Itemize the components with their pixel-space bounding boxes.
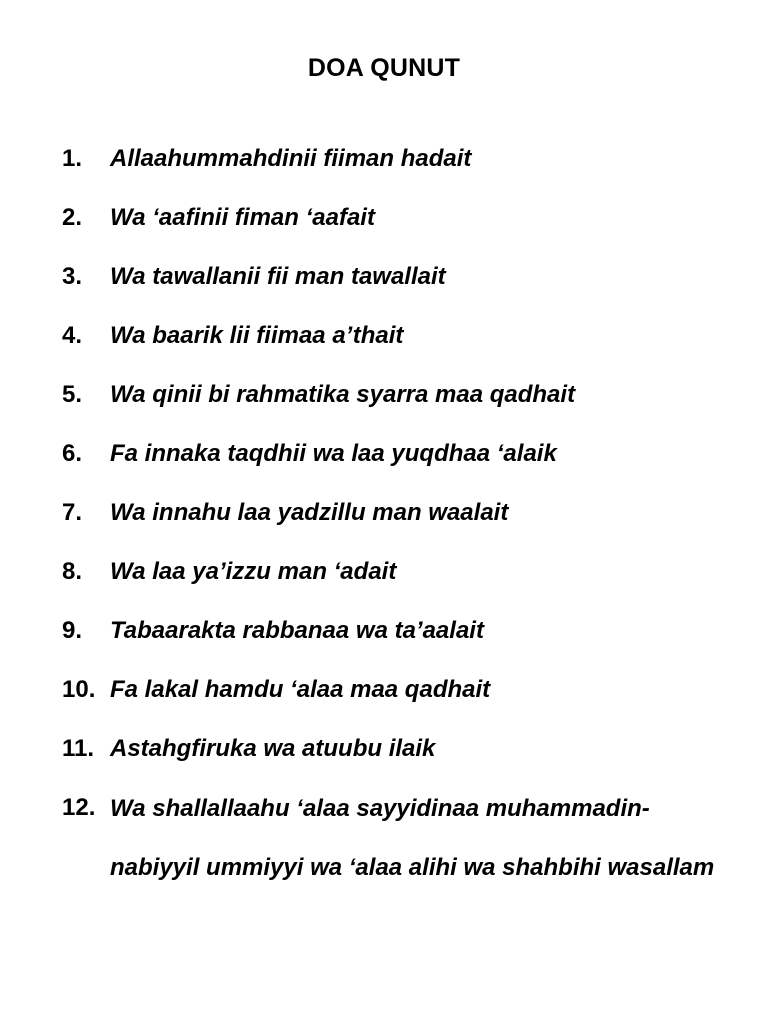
document-title: DOA QUNUT [307,54,461,82]
list-item-number: 6. [62,440,83,467]
list-item [62,789,742,897]
list-item-text: Wa tawallanii fii man tawallait [110,263,446,290]
list-item-number: 4. [62,322,83,349]
list-item-text: Wa ‘aafinii fiman ‘aafait [110,204,375,231]
list-item-text: Wa innahu laa yadzillu man waalait [110,499,509,526]
list-item-text: Wa laa ya’izzu man ‘adait [110,558,397,585]
list-item-number: 9. [62,617,83,644]
list-item [62,671,742,730]
list-item [62,376,742,435]
list-item [62,435,742,494]
list-item-number: 12. [62,794,96,821]
list-item-text: Wa qinii bi rahmatika syarra maa qadhait [110,381,576,408]
list-item [62,553,742,612]
list-item-number: 2. [62,204,83,231]
list-item [62,199,742,258]
list-item-number: 11. [62,735,95,762]
list-item-text: Wa baarik lii fiimaa a’thait [110,322,404,349]
list-item-number: 5. [62,381,83,408]
list-item-text: Fa lakal hamdu ‘alaa maa qadhait [110,676,491,703]
list-item [62,494,742,553]
list-item-number: 7. [62,499,83,526]
list-item-number: 8. [62,558,83,585]
list-item [62,258,742,317]
list-item [62,140,742,199]
list-item-text: Fa innaka taqdhii wa laa yuqdhaa ‘alaik [110,440,557,467]
list-item-text: Wa shallallaahu ‘alaa sayyidinaa muhammadin-nabiyyil ummiyyi wa ‘alaa alihi wa shahbihi wasallam [110,795,715,881]
list-item-text: Tabaarakta rabbanaa wa ta’aalait [110,617,484,644]
list-item-number: 10. [62,676,96,703]
list-item [62,612,742,671]
list-item-text: Astahgfiruka wa atuubu ilaik [110,735,436,762]
list-item-text: Allaahummahdinii fiiman hadait [110,145,472,172]
prayer-list [62,140,742,897]
list-item [62,317,742,376]
list-item-number: 1. [62,145,83,172]
list-item-number: 3. [62,263,83,290]
